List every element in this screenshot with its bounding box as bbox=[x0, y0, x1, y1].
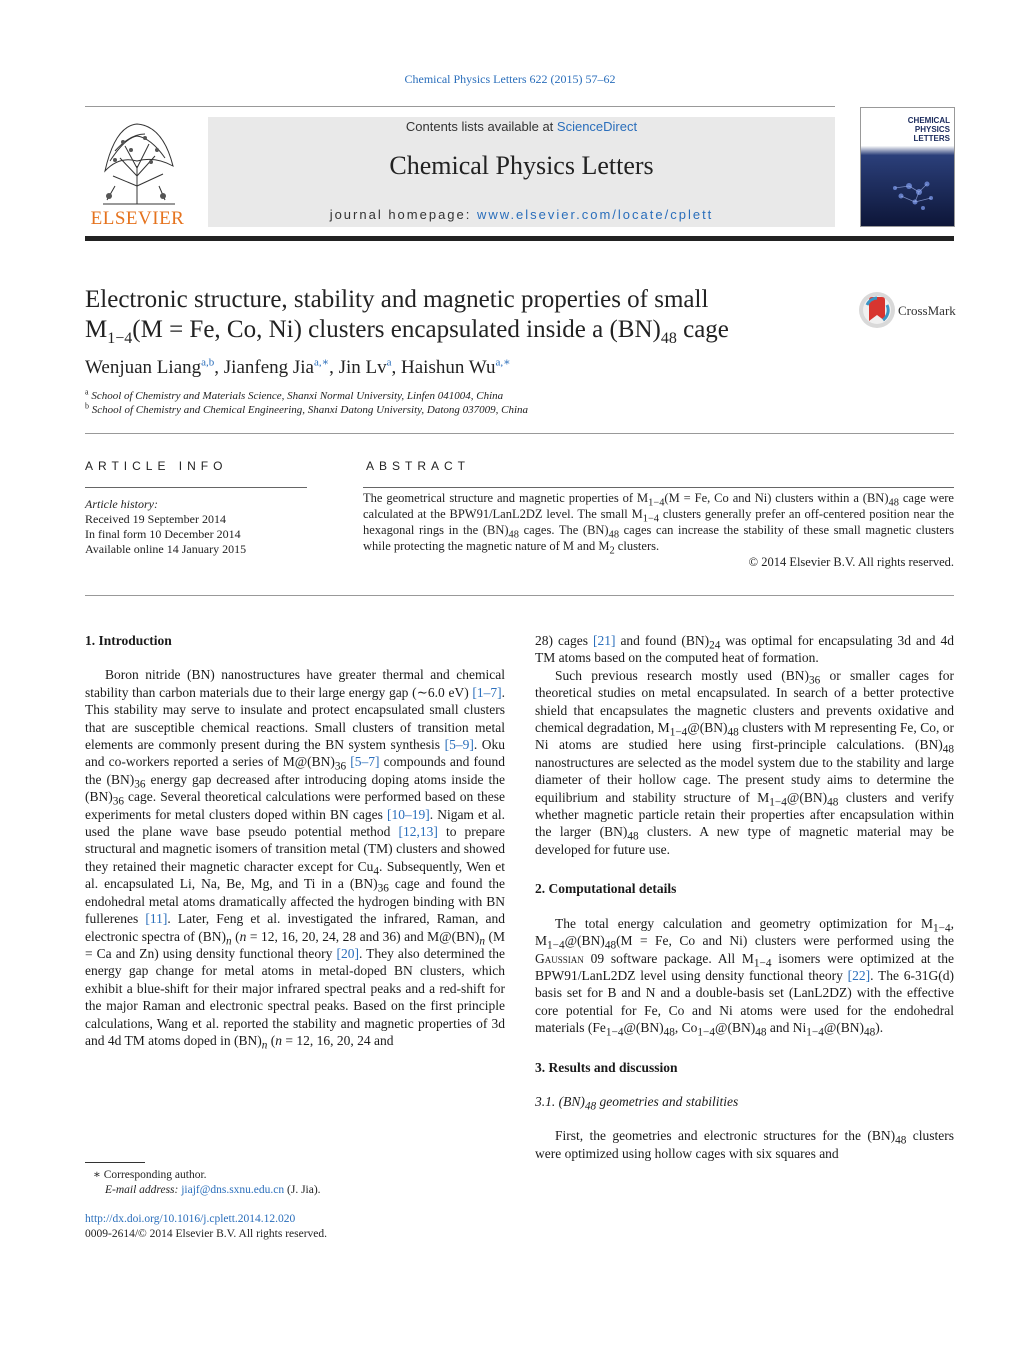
author-affil-mark[interactable]: a bbox=[386, 356, 392, 369]
ref-link[interactable]: [5–7] bbox=[350, 754, 380, 770]
ref-link[interactable]: [1–7] bbox=[472, 684, 502, 700]
subsection-heading-3-1: 3.1. $(BN)_{48}$ geometries and stabilities bbox=[535, 1093, 739, 1113]
revised-date: In final form 10 December 2014 bbox=[85, 527, 241, 541]
author-name[interactable]: Jianfeng Jia bbox=[223, 357, 314, 378]
title-line-1: Electronic structure, stability and magnetic properties of small bbox=[85, 286, 709, 313]
geometries-paragraph: First, the geometries and electronic structures for the $(BN)_{48}$ clusters were optimized using hollow cages with six squares and bbox=[535, 1128, 954, 1161]
ref-link[interactable]: [5–9] bbox=[444, 737, 474, 753]
journal-name[interactable]: Chemical Physics Letters bbox=[389, 151, 654, 180]
abstract-text: The geometrical structure and magnetic properties of $M_{1-4}(M = Fe$, Co and Ni) clusters within a $(BN)_{48}$ cage were calculated at the BPW91/LanL2DZ level. The small $M_{1-4}$ clusters generally prefer an off-centered position near the hexagonal rings in the $(BN)_{48}$ cages. The $(BN)_{48}$ cages can increase the stability of these small magnetic clusters while protecting the magnetic nature of M and $M_2$ clusters. © 2014 Elsevier B.V. All rights reserved. bbox=[363, 491, 954, 569]
affiliation-rule bbox=[85, 433, 954, 434]
journal-citation[interactable]: Chemical Physics Letters 622 (2015) 57–62 bbox=[404, 72, 616, 86]
abstract-rule bbox=[363, 487, 954, 488]
author-name[interactable]: Jin Lv bbox=[338, 357, 387, 378]
journal-cover-thumbnail[interactable] bbox=[860, 107, 955, 227]
author-list: Wenjuan Liang$^{a,b}$, Jianfeng Jia$^{a,∗}$, Jin Lv$^a$, Haishun $Wu^{a,∗}$ bbox=[85, 356, 511, 378]
section-heading-results: 3. Results and discussion bbox=[535, 1059, 678, 1075]
footnote-rule bbox=[85, 1162, 145, 1163]
cover-title-line-3: LETTERS bbox=[913, 134, 950, 143]
doi-link[interactable]: http://dx.doi.org/10.1016/j.cplett.2014.12.020 bbox=[85, 1213, 296, 1225]
ref-link[interactable]: [20] bbox=[336, 945, 359, 961]
crossmark-icon bbox=[858, 291, 898, 331]
crossmark-badge[interactable] bbox=[858, 291, 958, 331]
computational-paragraph: The total energy calculation and geometry optimization for $M_{1-4}$, $M_{1-4}@(BN)_{48}(M = Fe$, Co and Ni) clusters were performed using the Gaussian 09 software package. All $M_{1-4}$ isomers were optimized at the BPW91/LanL2DZ level using density functional theory [22]. The 6-31G(d) basis set for B and N and a double-basis set (LanL2DZ) with the effective core potential for Fe, Co and Ni atoms were used for the endohedral materials ($Fe_{1-4}@(BN)_{48}$, $Co_{1-4}@(BN)_{48}$ and $Ni_{1-4}@(BN)_{48}$). bbox=[535, 915, 954, 1039]
elsevier-logo[interactable] bbox=[85, 116, 190, 228]
affiliation-text: School of Chemistry and Materials Science, Shanxi Normal University, Linfen 041004, China bbox=[91, 390, 504, 402]
section-heading-introduction: 1. Introduction bbox=[85, 633, 172, 648]
journal-homepage bbox=[208, 207, 835, 222]
header-bottom-rule bbox=[85, 236, 954, 241]
author-name[interactable]: Wenjuan Liang bbox=[85, 357, 202, 378]
article-history bbox=[85, 497, 310, 557]
intro-paragraph-1: Boron nitride (BN) nanostructures have greater thermal and chemical stability than carbon materials due to their large energy gap (∼6.0 eV) [1–7]. This stability may serve to insulate and protect encapsulated small clusters that are susceptible chemical reactions. Small clusters of transition metal elements are commonly present during the BN system synthesis [5–9]. Oku and co-workers reported a series of $M@(BN)_{36}$ [5–7] compounds and found the $(BN)_{36}$ energy gap decreased after introducing doping atoms inside the $(BN)_{36}$ cage. Several theoretical calculations were performed based on these experiments for metal clusters doped within BN cages [10–19]. Nigam et al. used the plane wave base pseudo potential method [12,13] to prepare structural and magnetic isomers of transition metal (TM) clusters and showed they retained their magnetic character except for $Cu_4$. Subsequently, Wen et al. encapsulated Li, Na, Be, Mg, and Ti in a $(BN)_{36}$ cage and found the endohedral metal atoms dramatically affected the hydrogen binding with BN fullerenes [11]. Later, Feng et al. investigated the infrared, Raman, and electronic spectra of $(BN)_n$ (n = 12, 16, 20, 24, 28 and 36) and $M@(BN)_n$ (M = Ca and Zn) using density functional theory [20]. They also determined the energy gap change for metal atoms in metal-doped BN clusters, which exhibit a blue-shift for their major infrared spectral peaks and a red-shift for the major Raman and electronic spectral peaks. Based on the first principle calculations, Wang et al. reported the stability and magnetic properties of 3d and 4d TM atoms doped in $(BN)_n$ (n = 12, 16, 20, 24 and bbox=[85, 667, 506, 1052]
homepage-link[interactable]: www.elsevier.com/locate/cplett bbox=[477, 207, 714, 222]
contents-prefix: Contents lists available at bbox=[405, 119, 557, 134]
sciencedirect-link[interactable]: ScienceDirect bbox=[556, 119, 638, 134]
affiliation-mark: b bbox=[85, 401, 89, 411]
header-top-rule bbox=[85, 106, 835, 107]
corresponding-label: ∗ Corresponding author. bbox=[93, 1169, 207, 1181]
doi-block bbox=[85, 1212, 505, 1242]
ref-link[interactable]: [10–19] bbox=[386, 806, 430, 822]
cover-title-line-1: CHEMICAL bbox=[907, 116, 950, 125]
affiliation-b bbox=[85, 401, 885, 416]
author-affil-mark[interactable]: a,∗ bbox=[495, 356, 511, 369]
issn-line: 0009-2614/© 2014 Elsevier B.V. All rights reserved. bbox=[85, 1228, 328, 1240]
section-heading-computational: 2. Computational details bbox=[535, 881, 677, 897]
history-label: Article history: bbox=[85, 497, 158, 511]
author-affil-mark[interactable]: a,∗ bbox=[314, 356, 330, 369]
affiliation-text: School of Chemistry and Chemical Engineering, Shanxi Datong University, Datong 037009, China bbox=[91, 404, 529, 416]
contents-line bbox=[208, 119, 835, 134]
article-info-rule bbox=[85, 487, 307, 488]
online-date: Available online 14 January 2015 bbox=[85, 542, 247, 556]
abstract-bottom-rule bbox=[85, 595, 954, 596]
elsevier-wordmark: ELSEVIER bbox=[90, 208, 185, 229]
email-link[interactable]: jiajf@dns.sxnu.edu.cn bbox=[181, 1184, 285, 1196]
left-column bbox=[85, 632, 506, 1052]
intro-paragraph-2: Such previous research mostly used $(BN)_{36}$ or smaller cages for theoretical studies on metal encapsulated. In search of a better protective shield that encapsulates the magnetic clusters and prevents oxidative and chemical degradation, $M_{1-4}@(BN)_{48}$ clusters with M representing Fe, Co, or Ni atoms are studied here using first-principle calculations. $(BN)_{48}$ nanostructures are selected as the model system due to the stability and large diameter of their hollow cage. The present study aims to determine the equilibrium and stability structure of $M_{1-4}@(BN)_{48}$ clusters and verify whether magnetic particle retain their properties after encapsulation within the larger $(BN)_{48}$ clusters. A new type of magnetic material may be developed for future use. bbox=[535, 667, 955, 857]
title-line-2: $M_{1-4}(M = Fe$, Co, Ni) clusters encapsulated inside a $(BN)_{48}$ cage bbox=[85, 316, 729, 347]
received-date: Received 19 September 2014 bbox=[85, 512, 226, 526]
abstract-copyright: © 2014 Elsevier B.V. All rights reserved. bbox=[748, 555, 954, 569]
ref-link[interactable]: [12,13] bbox=[398, 824, 438, 840]
intro-paragraph-1-cont: 28) cages [21] and found $(BN)_{24}$ was optimal for encapsulating 3d and 4d TM atoms based on the computed heat of formation. bbox=[535, 633, 955, 666]
abstract-heading: ABSTRACT bbox=[366, 459, 471, 473]
homepage-prefix: journal homepage: bbox=[329, 207, 477, 222]
affiliation-mark: a bbox=[85, 387, 89, 397]
email-line: E-mail address: jiajf@dns.sxnu.edu.cn (J. Jia). bbox=[105, 1184, 321, 1196]
cover-molecule-icon bbox=[861, 108, 954, 226]
ref-link[interactable]: [21] bbox=[592, 633, 616, 648]
author-affil-mark[interactable]: a,b bbox=[201, 356, 215, 369]
article-title bbox=[85, 285, 825, 345]
crossmark-label: CrossMark bbox=[898, 303, 956, 318]
article-info-heading: ARTICLE INFO bbox=[85, 459, 228, 473]
ref-link[interactable]: [22] bbox=[847, 967, 871, 983]
journal-header-band bbox=[208, 117, 835, 227]
cover-title-line-2: PHYSICS bbox=[914, 125, 950, 134]
right-column bbox=[535, 632, 954, 1162]
author-name[interactable]: Haishun Wu bbox=[401, 357, 496, 378]
corresponding-author-footnote bbox=[85, 1168, 505, 1198]
affiliation-a bbox=[85, 387, 885, 402]
ref-link[interactable]: [11] bbox=[145, 911, 168, 927]
